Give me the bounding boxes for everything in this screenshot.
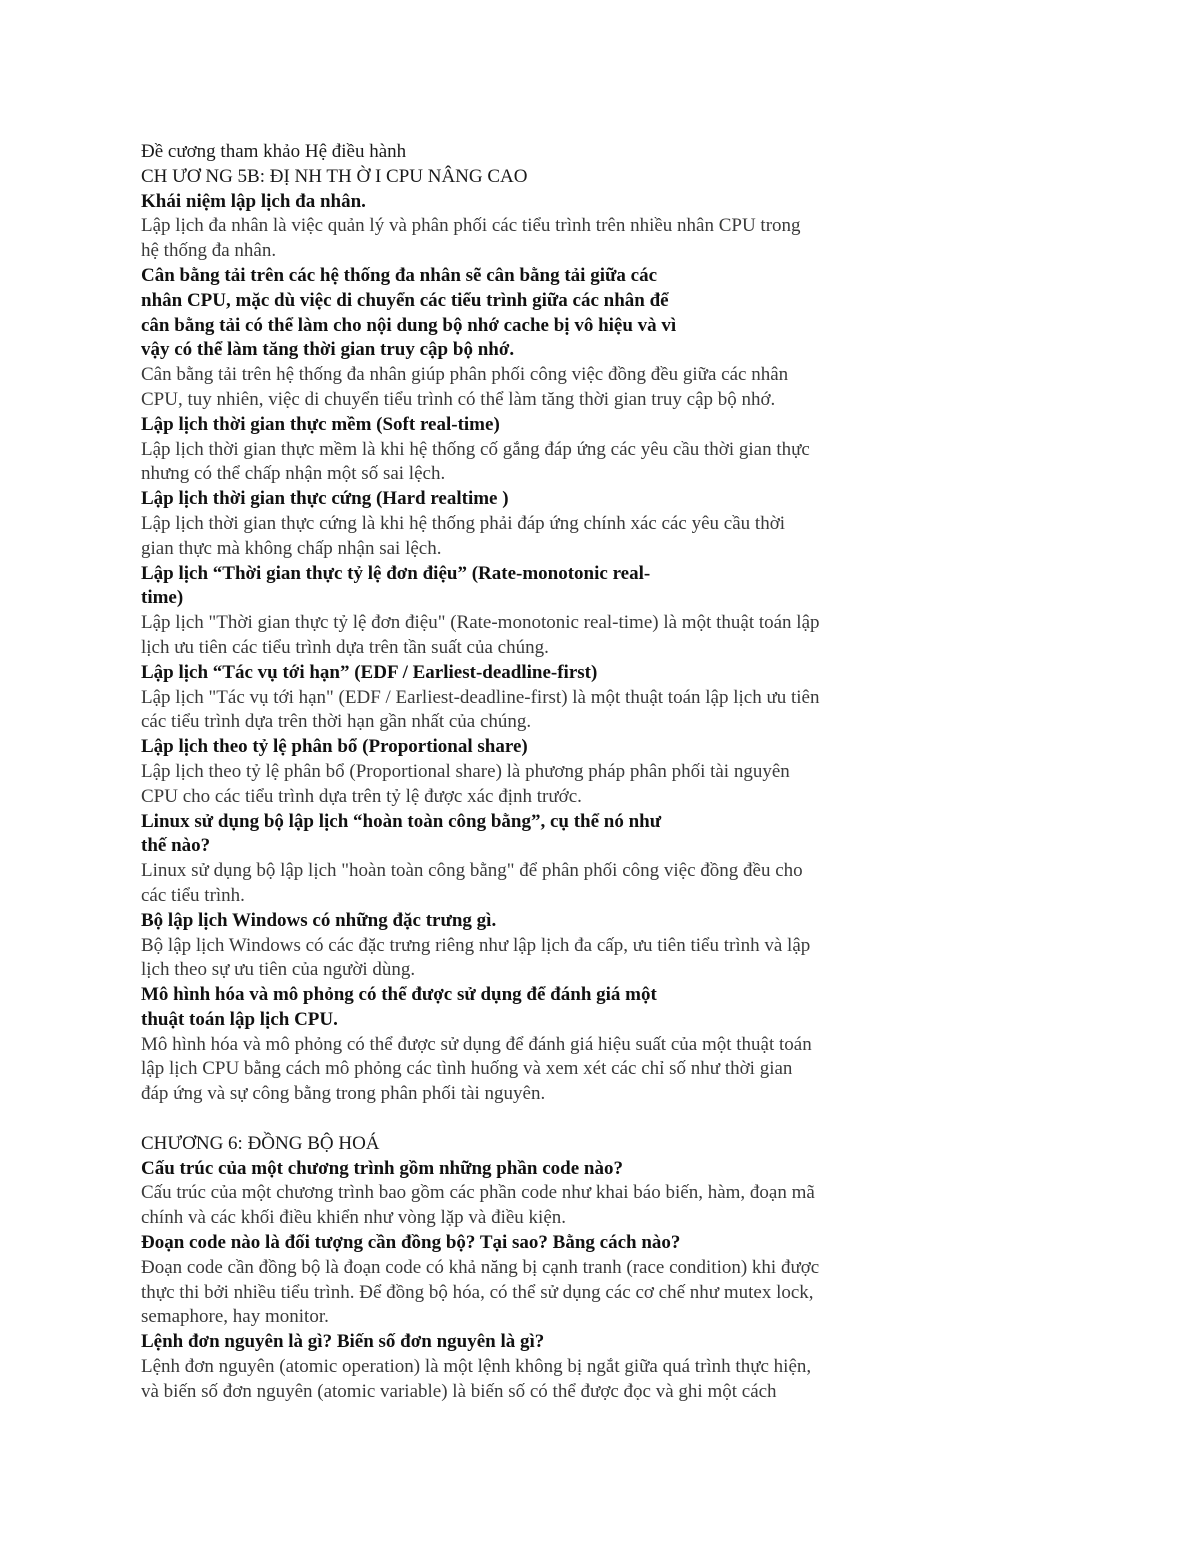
answer-line: Lệnh đơn nguyên (atomic operation) là một lệnh không bị ngắt giữa quá trình thực hiện, <box>141 1356 812 1378</box>
qa-item <box>141 735 931 809</box>
answer-line: CPU cho các tiểu trình dựa trên tỷ lệ được xác định trước. <box>141 785 582 807</box>
answer-line: Bộ lập lịch Windows có các đặc trưng riêng như lập lịch đa cấp, ưu tiên tiểu trình và lập <box>141 934 811 956</box>
qa-item <box>141 661 931 735</box>
qa-item <box>141 810 931 909</box>
question-line: Mô hình hóa và mô phỏng có thể được sử dụng để đánh giá một <box>141 984 657 1006</box>
answer-line: lịch ưu tiên các tiểu trình dựa trên tần suất của chúng. <box>141 636 549 658</box>
question-line: thuật toán lập lịch CPU. <box>141 1008 338 1030</box>
question-line: nhân CPU, mặc dù việc di chuyển các tiểu trình giữa các nhân để <box>141 289 669 311</box>
qa-item <box>141 190 931 264</box>
answer-line: các tiểu trình. <box>141 884 245 906</box>
question-line: Lập lịch thời gian thực cứng (Hard realtime ) <box>141 488 509 510</box>
question-line: cân bằng tải có thể làm cho nội dung bộ nhớ cache bị vô hiệu và vì <box>141 314 677 336</box>
question-line: Lập lịch theo tỷ lệ phân bổ (Proportional share) <box>141 736 528 758</box>
section-gap <box>141 1107 931 1132</box>
question-line: Bộ lập lịch Windows có những đặc trưng gì. <box>141 909 497 931</box>
answer-line: các tiểu trình dựa trên thời hạn gần nhất của chúng. <box>141 711 532 733</box>
question-line: Linux sử dụng bộ lập lịch “hoàn toàn công bằng”, cụ thể nó như <box>141 810 662 832</box>
document-page <box>141 140 931 1405</box>
question-line: Cân bằng tải trên các hệ thống đa nhân sẽ cân bằng tải giữa các <box>141 264 657 286</box>
qa-item <box>141 1330 931 1404</box>
qa-item <box>141 1157 931 1231</box>
qa-item <box>141 983 931 1107</box>
qa-item <box>141 562 931 661</box>
answer-line: Lập lịch "Tác vụ tới hạn" (EDF / Earliest-deadline-first) là một thuật toán lập lịch ưu tiên <box>141 686 820 708</box>
answer-line: Lập lịch thời gian thực cứng là khi hệ thống phải đáp ứng chính xác các yêu cầu thời <box>141 512 786 534</box>
answer-line: Lập lịch "Thời gian thực tỷ lệ đơn điệu" (Rate-monotonic real-time) là một thuật toán lập <box>141 612 820 634</box>
answer-line: chính và các khối điều khiển như vòng lặp và điều kiện. <box>141 1207 567 1229</box>
answer-line: Cấu trúc của một chương trình bao gồm các phần code như khai báo biến, hàm, đoạn mã <box>141 1182 815 1204</box>
answer-line: Lập lịch thời gian thực mềm là khi hệ thống cố gắng đáp ứng các yêu cầu thời gian thực <box>141 438 810 460</box>
answer-line: Lập lịch đa nhân là việc quản lý và phân phối các tiểu trình trên nhiều nhân CPU trong <box>141 215 801 237</box>
question-line: Cấu trúc của một chương trình gồm những phần code nào? <box>141 1157 623 1179</box>
qa-item <box>141 487 931 561</box>
answer-line: nhưng có thể chấp nhận một số sai lệch. <box>141 463 446 485</box>
chapter-5-section <box>141 165 931 1107</box>
question-line: vậy có thể làm tăng thời gian truy cập bộ nhớ. <box>141 339 515 361</box>
question-line: Lập lịch “Tác vụ tới hạn” (EDF / Earliest-deadline-first) <box>141 661 598 683</box>
question-line: time) <box>141 587 184 609</box>
answer-line: Cân bằng tải trên hệ thống đa nhân giúp phân phối công việc đồng đều giữa các nhân <box>141 364 789 386</box>
answer-line: Mô hình hóa và mô phỏng có thể được sử dụng để đánh giá hiệu suất của một thuật toán <box>141 1033 812 1055</box>
answer-line: Đoạn code cần đồng bộ là đoạn code có khả năng bị cạnh tranh (race condition) khi được <box>141 1256 820 1278</box>
answer-line: semaphore, hay monitor. <box>141 1306 329 1328</box>
answer-line: hệ thống đa nhân. <box>141 240 277 262</box>
question-line: Lập lịch “Thời gian thực tỷ lệ đơn điệu” (Rate-monotonic real- <box>141 562 651 584</box>
answer-line: Lập lịch theo tỷ lệ phân bổ (Proportional share) là phương pháp phân phối tài nguyên <box>141 760 790 782</box>
chapter-6-heading: CHƯƠNG 6: ĐỒNG BỘ HOÁ <box>141 1132 380 1154</box>
question-line: Lệnh đơn nguyên là gì? Biến số đơn nguyên là gì? <box>141 1331 545 1353</box>
chapter-6-section <box>141 1132 931 1405</box>
qa-item <box>141 413 931 487</box>
answer-line: gian thực mà không chấp nhận sai lệch. <box>141 537 442 559</box>
question-line: thế nào? <box>141 835 211 857</box>
answer-line: Linux sử dụng bộ lập lịch "hoàn toàn công bằng" để phân phối công việc đồng đều cho <box>141 860 803 882</box>
answer-line: lập lịch CPU bằng cách mô phỏng các tình huống và xem xét các chỉ số như thời gian <box>141 1058 793 1080</box>
chapter-5-items <box>141 190 931 1107</box>
answer-line: CPU, tuy nhiên, việc di chuyển tiểu trình có thể làm tăng thời gian truy cập bộ nhớ. <box>141 388 776 410</box>
question-line: Lập lịch thời gian thực mềm (Soft real-time) <box>141 413 500 435</box>
answer-line: lịch theo sự ưu tiên của người dùng. <box>141 959 416 981</box>
answer-line: đáp ứng và sự công bằng trong phân phối tài nguyên. <box>141 1083 546 1105</box>
question-line: Khái niệm lập lịch đa nhân. <box>141 190 366 212</box>
answer-line: thực thi bởi nhiều tiểu trình. Để đồng bộ hóa, có thể sử dụng các cơ chế như mutex lock, <box>141 1281 814 1303</box>
question-line: Đoạn code nào là đối tượng cần đồng bộ? Tại sao? Bằng cách nào? <box>141 1232 681 1254</box>
chapter-6-items <box>141 1157 931 1405</box>
chapter-5-heading: CH ƯƠ NG 5B: ĐỊ NH TH Ờ I CPU NÂNG CAO <box>141 165 528 187</box>
answer-line: và biến số đơn nguyên (atomic variable) là biến số có thể được đọc và ghi một cách <box>141 1380 777 1402</box>
qa-item <box>141 1231 931 1330</box>
document-title: Đề cương tham khảo Hệ điều hành <box>141 141 407 162</box>
qa-item <box>141 909 931 983</box>
qa-item <box>141 264 931 413</box>
